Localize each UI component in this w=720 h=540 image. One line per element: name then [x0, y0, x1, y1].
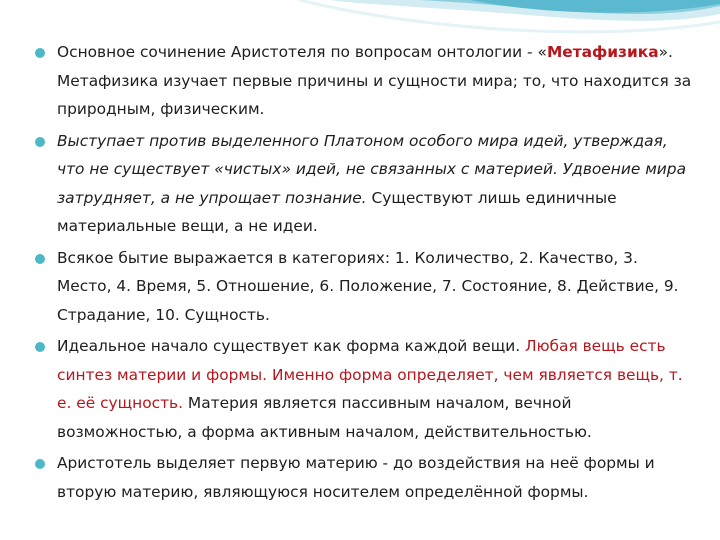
bullet-dot-icon [35, 137, 45, 147]
bullet-item-1 [0, 38, 720, 124]
bullet-dot-icon [35, 342, 45, 352]
bullet-text: Материя является пассивным началом, вечной возможностью, а форма активным началом, действительностью. [57, 394, 592, 441]
bullet-text: Идеальное начало существует как форма каждой вещи. [57, 337, 525, 355]
italic-text: Выступает против выделенного Платоном особого мира идей, утверждая, что не существует «чистых» идей, не связанных с материей. Удвоение мира затрудняет, а не упрощает познание. [57, 131, 687, 207]
bullet-item-4 [0, 332, 720, 446]
bullet-item-5 [0, 449, 720, 506]
bullet-dot-icon [35, 254, 45, 264]
bullet-text: ». Метафизика изучает первые причины и сущности мира; то, что находится за природным, физическим. [57, 43, 692, 118]
bullet-text: Всякое бытие выражается в категориях: 1. Количество, 2. Качество, 3. Место, 4. Время, 5. Отношение, 6. Положение, 7. Состояние, 8. Действие, 9. Страдание, 10. Сущность. [57, 248, 679, 324]
highlight-text: Метафизика [546, 43, 659, 61]
bullet-text: Основное сочинение Аристотеля по вопросам онтологии - « [57, 43, 547, 61]
bullet-item-3 [0, 244, 720, 330]
bullet-item-2 [0, 127, 720, 241]
bullet-list [0, 38, 720, 509]
bullet-dot-icon [35, 459, 45, 469]
bullet-text: Существуют лишь единичные материальные вещи, а не идеи. [57, 188, 617, 235]
bullet-dot-icon [35, 48, 45, 58]
highlight-text: Любая вещь есть синтез материи и формы. Именно форма определяет, чем является вещь, т. е. её сущность. [57, 337, 683, 412]
bullet-text: Аристотель выделяет первую материю - до воздействия на неё формы и вторую материю, являющуюся носителем определённой формы. [57, 454, 655, 501]
